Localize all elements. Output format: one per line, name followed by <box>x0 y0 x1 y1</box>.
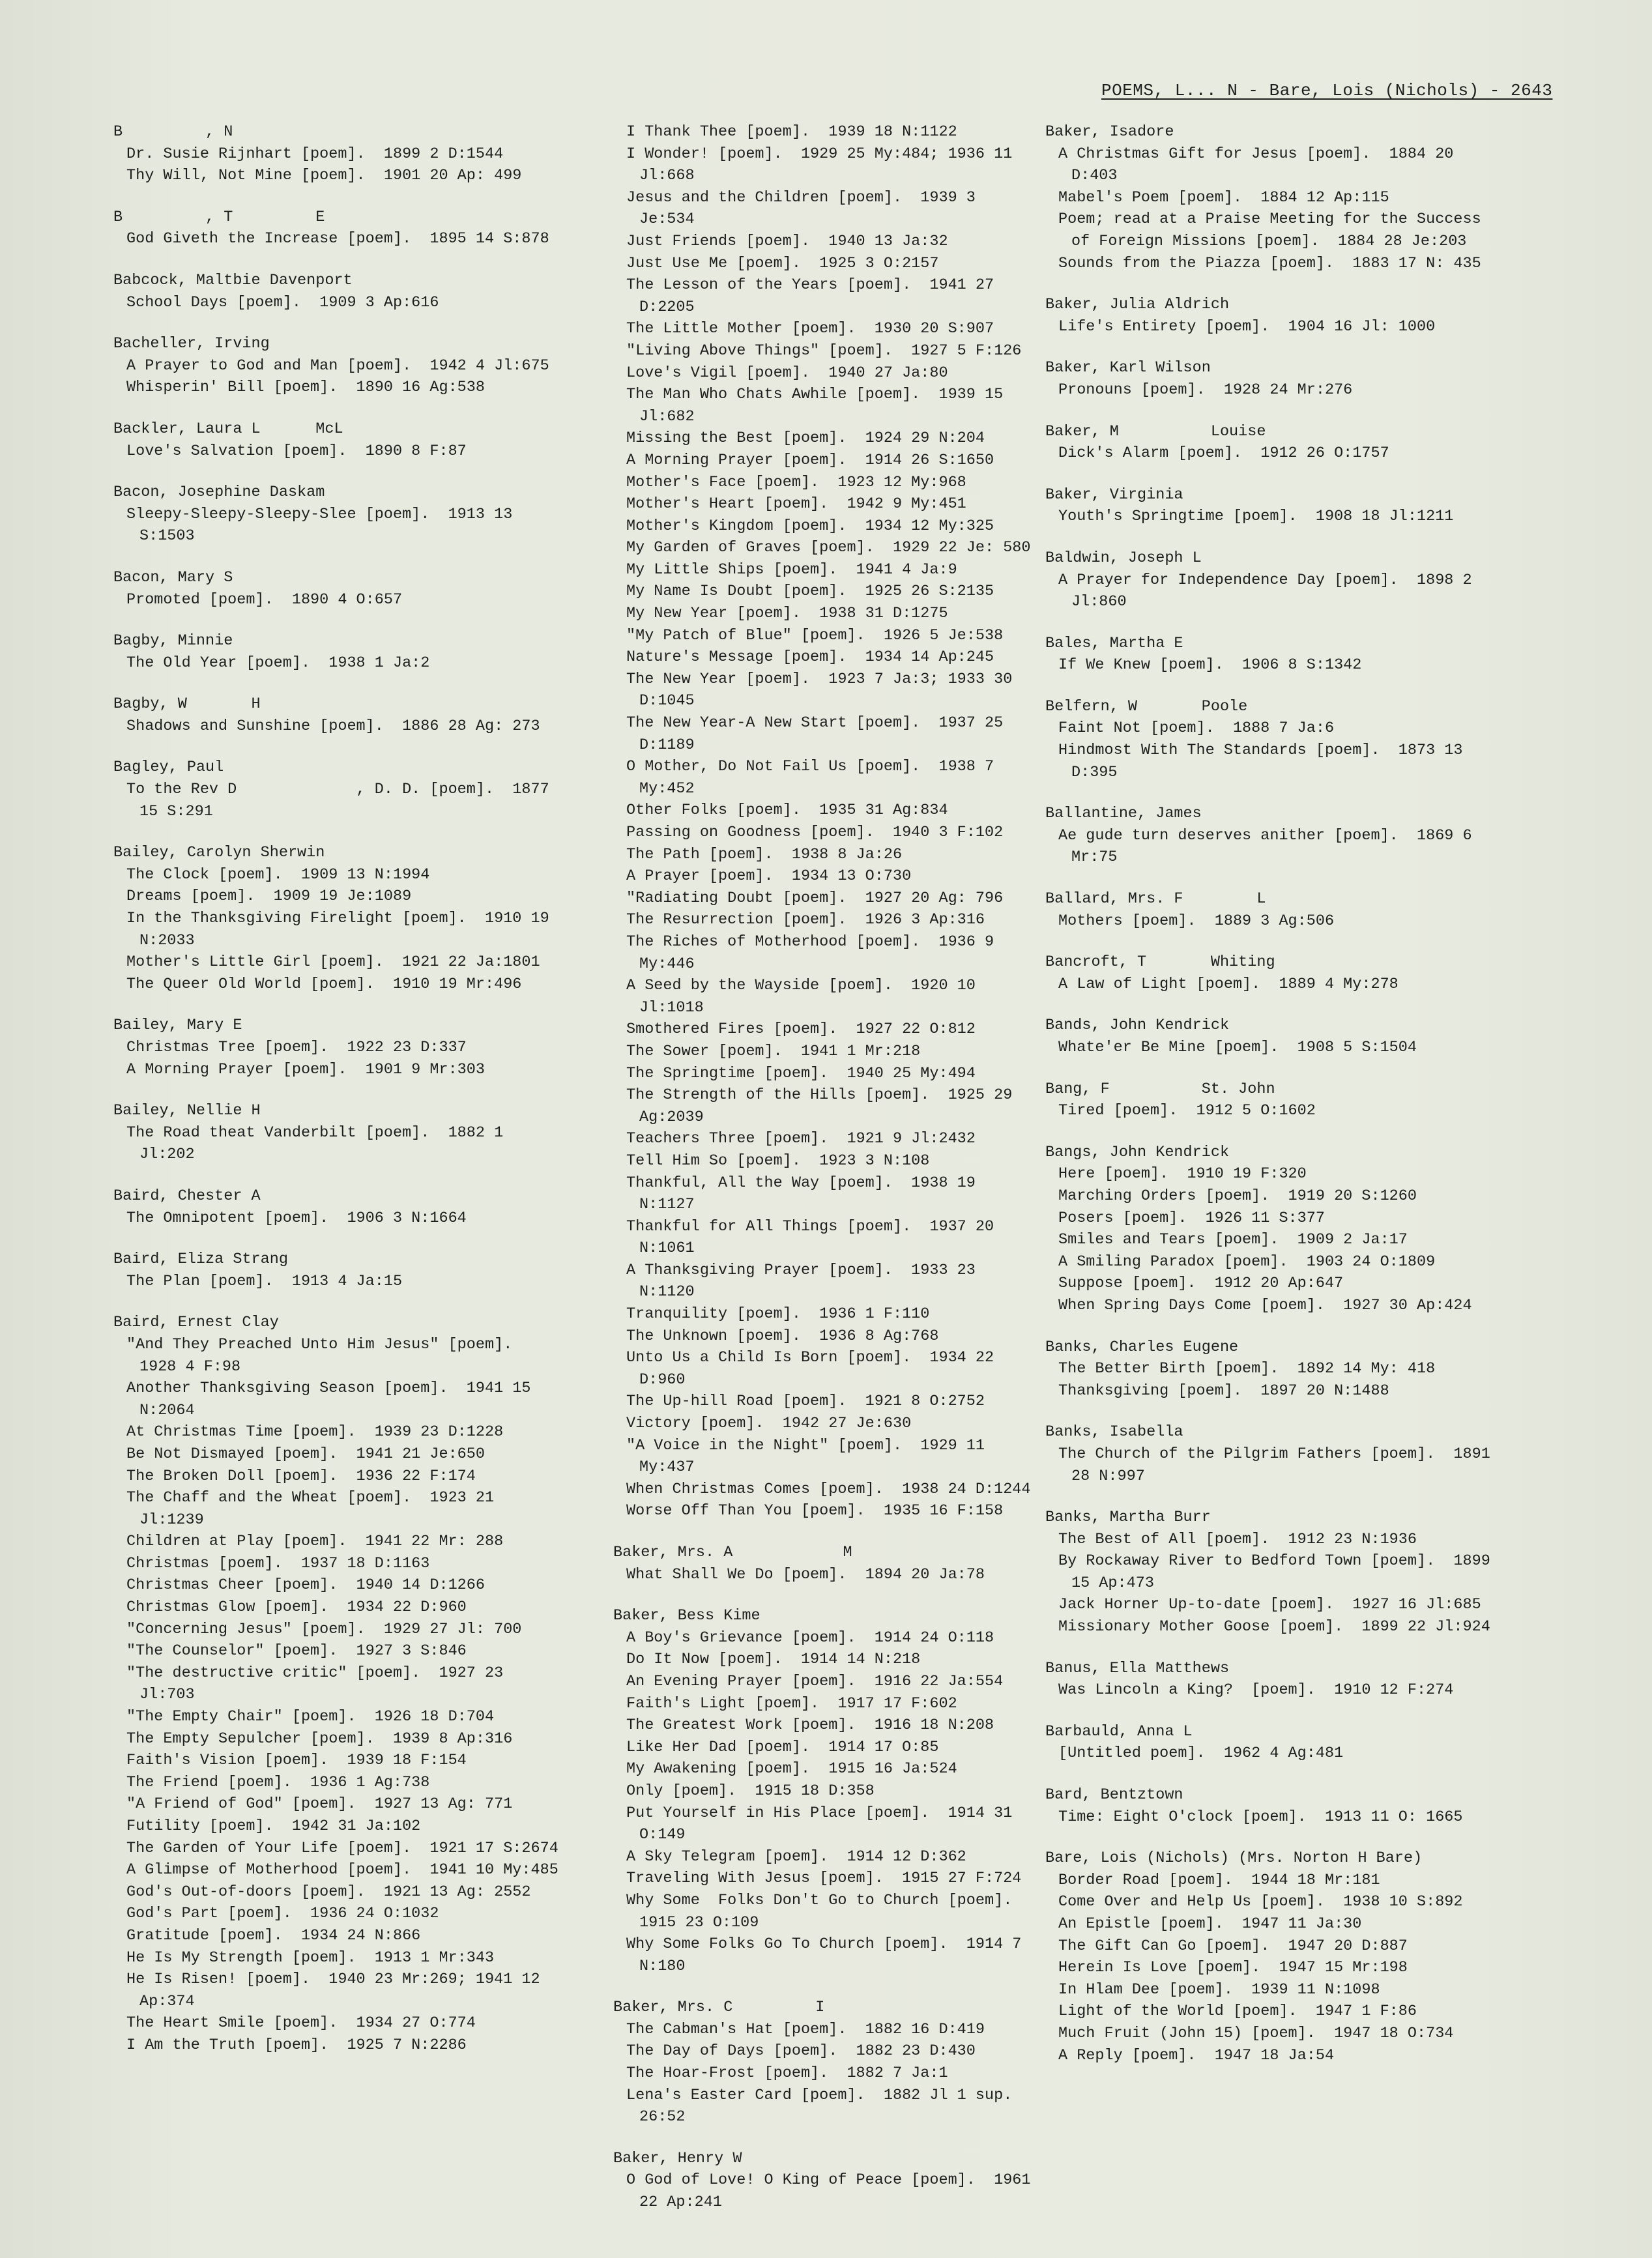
work-citation: The Day of Days [poem]. 1882 23 D:430 <box>626 2042 976 2061</box>
works-list <box>1041 1100 1498 1122</box>
work-citation: Marching Orders [poem]. 1919 20 S:1260 <box>1058 1187 1417 1205</box>
work-citation: The Lesson of the Years [poem]. 1941 27 D:2205 <box>626 276 1004 316</box>
index-entry <box>109 270 566 313</box>
work-citation: The Strength of the Hills [poem]. 1925 29 Ag:2039 <box>626 1086 1022 1126</box>
work-citation: Love's Vigil [poem]. 1940 27 Ja:80 <box>626 364 948 382</box>
work-citation: A Sky Telegram [poem]. 1914 12 D:362 <box>626 1847 966 1866</box>
index-entry <box>109 630 566 674</box>
work-citation: The Omnipotent [poem]. 1906 3 N:1664 <box>126 1209 467 1227</box>
author-name: Bancroft, T Whiting <box>1045 953 1275 972</box>
work-citation: An Epistle [poem]. 1947 11 Ja:30 <box>1058 1915 1362 1933</box>
index-entry <box>1041 357 1498 401</box>
work-citation: A Glimpse of Motherhood [poem]. 1941 10 My:485 <box>126 1861 558 1879</box>
index-entry <box>1041 121 1498 274</box>
works-list <box>1041 442 1498 465</box>
work-citation: At Christmas Time [poem]. 1939 23 D:1228 <box>126 1423 504 1441</box>
work-citation: Worse Off Than You [poem]. 1935 16 F:158 <box>626 1502 1004 1520</box>
works-list <box>109 779 566 822</box>
work-citation: Christmas [poem]. 1937 18 D:1163 <box>126 1554 430 1572</box>
author-name: Baird, Chester A <box>113 1187 261 1205</box>
work-citation: A Law of Light [poem]. 1889 4 My:278 <box>1058 975 1398 993</box>
works-list <box>1041 1806 1498 1829</box>
work-citation: The Road theat Vanderbilt [poem]. 1882 1 Jl:202 <box>126 1123 513 1164</box>
work-citation: O Mother, Do Not Fail Us [poem]. 1938 7 My:452 <box>626 758 1004 798</box>
author-name: Bailey, Carolyn Sherwin <box>113 844 325 862</box>
index-entry <box>609 1542 1036 1585</box>
author-name: Baker, Virginia <box>1045 485 1183 504</box>
work-citation: Mabel's Poem [poem]. 1884 12 Ap:115 <box>1058 188 1389 207</box>
works-list <box>109 292 566 314</box>
author-name: Bacon, Mary S <box>113 568 233 586</box>
index-entry <box>109 1312 566 2056</box>
work-citation: The Plan [poem]. 1913 4 Ja:15 <box>126 1272 403 1290</box>
index-entry <box>109 1100 566 1166</box>
work-citation: A Seed by the Wayside [poem]. 1920 10 Jl:1018 <box>626 977 985 1017</box>
work-citation: The Little Mother [poem]. 1930 20 S:907 <box>626 320 994 338</box>
index-entry <box>109 1249 566 1292</box>
work-citation: I Thank Thee [poem]. 1939 18 N:1122 <box>626 123 957 141</box>
work-citation: "And They Preached Unto Him Jesus" [poem]. 1928 4 F:98 <box>126 1335 531 1376</box>
works-list <box>109 441 566 463</box>
author-name: Backler, Laura L McL <box>113 420 343 438</box>
author-name: Bales, Martha E <box>1045 634 1183 652</box>
work-citation: Come Over and Help Us [poem]. 1938 10 S:892 <box>1058 1893 1463 1911</box>
work-citation: The Broken Doll [poem]. 1936 22 F:174 <box>126 1467 476 1485</box>
work-citation: Shadows and Sunshine [poem]. 1886 28 Ag: 273 <box>126 717 540 735</box>
author-name: Bailey, Nellie H <box>113 1102 261 1120</box>
work-citation: Dr. Susie Rijnhart [poem]. 1899 2 D:1544 <box>126 145 504 163</box>
work-citation: Like Her Dad [poem]. 1914 17 O:85 <box>626 1738 939 1756</box>
work-citation: The Chaff and the Wheat [poem]. 1923 21 Jl:1239 <box>126 1489 504 1529</box>
author-name: Ballard, Mrs. F L <box>1045 890 1266 908</box>
column-2 <box>609 121 1040 2233</box>
work-citation: The Cabman's Hat [poem]. 1882 16 D:419 <box>626 2020 985 2038</box>
work-citation: Mother's Heart [poem]. 1942 9 My:451 <box>626 495 966 514</box>
works-list <box>109 1334 566 2057</box>
column-3 <box>1041 121 1498 2086</box>
index-entry <box>609 2148 1040 2214</box>
work-citation: "The Empty Chair" [poem]. 1926 18 D:704 <box>126 1708 495 1726</box>
work-citation: Missing the Best [poem]. 1924 29 N:204 <box>626 429 985 448</box>
index-entry <box>609 121 1036 1522</box>
work-citation: Thankful for All Things [poem]. 1937 20 N:1061 <box>626 1217 1004 1258</box>
work-citation: God Giveth the Increase [poem]. 1895 14 S:878 <box>126 230 549 248</box>
work-citation: Life's Entirety [poem]. 1904 16 Jl: 1000 <box>1058 317 1436 336</box>
author-name: Baker, Bess Kime <box>613 1607 761 1625</box>
author-name: Bagby, W H <box>113 695 261 714</box>
index-entry <box>609 1997 1036 2128</box>
work-citation: Be Not Dismayed [poem]. 1941 21 Je:650 <box>126 1445 485 1463</box>
work-citation: In the Thanksgiving Firelight [poem]. 1910 19 N:2033 <box>126 910 558 949</box>
work-citation: Thanksgiving [poem]. 1897 20 N:1488 <box>1058 1382 1389 1400</box>
work-citation: The New Year-A New Start [poem]. 1937 25 D:1189 <box>626 714 1013 754</box>
work-citation: Children at Play [poem]. 1941 22 Mr: 288 <box>126 1533 504 1551</box>
work-citation: Hindmost With The Standards [poem]. 1873 13 D:395 <box>1058 742 1472 781</box>
work-citation: "A Friend of God" [poem]. 1927 13 Ag: 771 <box>126 1795 513 1814</box>
work-citation: My Little Ships [poem]. 1941 4 Ja:9 <box>626 560 957 579</box>
author-name: Baker, Julia Aldrich <box>1045 296 1230 314</box>
work-citation: Faith's Light [poem]. 1917 17 F:602 <box>626 1694 957 1713</box>
work-citation: The Empty Sepulcher [poem]. 1939 8 Ap:316 <box>126 1730 513 1748</box>
work-citation: The Heart Smile [poem]. 1934 27 O:774 <box>126 2014 476 2033</box>
work-citation: Victory [poem]. 1942 27 Je:630 <box>626 1415 912 1433</box>
index-entry <box>1041 547 1498 613</box>
work-citation: My Name Is Doubt [poem]. 1925 26 S:2135 <box>626 583 994 601</box>
work-citation: Border Road [poem]. 1944 18 Mr:181 <box>1058 1871 1380 1889</box>
author-name: Banks, Charles Eugene <box>1045 1338 1239 1356</box>
work-citation: Tranquility [poem]. 1936 1 F:110 <box>626 1305 930 1324</box>
work-citation: Jack Horner Up-to-date [poem]. 1927 16 Jl:685 <box>1058 1596 1481 1614</box>
works-list <box>609 1564 1036 1586</box>
work-citation: The Queer Old World [poem]. 1910 19 Mr:496 <box>126 975 522 993</box>
work-citation: Posers [poem]. 1926 11 S:377 <box>1058 1209 1325 1227</box>
work-citation: Whisperin' Bill [poem]. 1890 16 Ag:538 <box>126 379 485 397</box>
work-citation: The Riches of Motherhood [poem]. 1936 9 My:446 <box>626 933 1004 973</box>
author-name: Baker, Henry W <box>613 2149 742 2167</box>
work-citation: "My Patch of Blue" [poem]. 1926 5 Je:538 <box>626 626 1004 644</box>
work-citation: A Christmas Gift for Jesus [poem]. 1884 20 D:403 <box>1058 145 1463 185</box>
index-entry <box>1041 1142 1498 1317</box>
work-citation: Tell Him So [poem]. 1923 3 N:108 <box>626 1151 930 1170</box>
work-citation: "Living Above Things" [poem]. 1927 5 F:126 <box>626 341 1022 360</box>
index-entry <box>1041 294 1498 338</box>
work-citation: Love's Salvation [poem]. 1890 8 F:87 <box>126 442 467 460</box>
author-name: Ballantine, James <box>1045 805 1202 823</box>
index-entry <box>1041 951 1498 995</box>
running-header: POEMS, L... N - Bare, Lois (Nichols) - 2643 <box>1101 81 1553 100</box>
work-citation: A Thanksgiving Prayer [poem]. 1933 23 N:1120 <box>626 1261 985 1301</box>
author-name: Bare, Lois (Nichols) (Mrs. Norton H Bare) <box>1045 1849 1423 1868</box>
work-citation: The Better Birth [poem]. 1892 14 My: 418 <box>1058 1360 1436 1378</box>
works-list <box>609 121 1036 1522</box>
work-citation: Missionary Mother Goose [poem]. 1899 22 Jl:924 <box>1058 1618 1490 1636</box>
index-entry <box>1041 633 1498 676</box>
work-citation: Put Yourself in His Place [poem]. 1914 31 O:149 <box>626 1804 1022 1844</box>
works-list <box>609 2169 1040 2213</box>
index-entry <box>1041 888 1498 932</box>
work-citation: Whate'er Be Mine [poem]. 1908 5 S:1504 <box>1058 1039 1417 1056</box>
work-citation: [Untitled poem]. 1962 4 Ag:481 <box>1058 1744 1344 1763</box>
work-citation: "The destructive critic" [poem]. 1927 23 Jl:703 <box>126 1664 513 1704</box>
author-name: Banks, Martha Burr <box>1045 1509 1211 1527</box>
works-list <box>1041 974 1498 996</box>
work-citation: Mother's Kingdom [poem]. 1934 12 My:325 <box>626 517 994 535</box>
author-name: Bangs, John Kendrick <box>1045 1143 1230 1161</box>
index-entry <box>109 1015 566 1080</box>
index-entry <box>109 567 566 611</box>
work-citation: The New Year [poem]. 1923 7 Ja:3; 1933 30 D:1045 <box>626 670 1022 710</box>
index-entry <box>109 842 566 995</box>
works-list <box>1041 1163 1498 1316</box>
author-name: Barbauld, Anna L <box>1045 1722 1193 1741</box>
work-citation: To the Rev D , D. D. [poem]. 1877 15 S:291 <box>126 781 558 820</box>
work-citation: The Path [poem]. 1938 8 Ja:26 <box>626 845 903 863</box>
work-citation: The Resurrection [poem]. 1926 3 Ap:316 <box>626 911 985 929</box>
index-entry <box>109 418 566 462</box>
author-name: Baldwin, Joseph L <box>1045 549 1202 567</box>
index-entry <box>1041 484 1498 528</box>
work-citation: I Am the Truth [poem]. 1925 7 N:2286 <box>126 2036 467 2054</box>
work-citation: If We Knew [poem]. 1906 8 S:1342 <box>1058 656 1362 674</box>
author-name: Baker, Mrs. A M <box>613 1544 852 1561</box>
author-name: Babcock, Maltbie Davenport <box>113 271 353 289</box>
work-citation: Teachers Three [poem]. 1921 9 Jl:2432 <box>626 1130 976 1148</box>
index-entry <box>1041 696 1498 783</box>
works-list <box>109 1208 566 1230</box>
index-entry <box>1041 1078 1498 1122</box>
index-entry <box>1041 1507 1498 1638</box>
works-list <box>1041 143 1498 275</box>
work-citation: Why Some Folks Go To Church [poem]. 1914 7 N:180 <box>626 1935 1031 1975</box>
author-name: Baker, Isadore <box>1045 123 1174 141</box>
work-citation: A Morning Prayer [poem]. 1914 26 S:1650 <box>626 451 994 469</box>
work-citation: Christmas Tree [poem]. 1922 23 D:337 <box>126 1039 467 1056</box>
author-name: B , N <box>113 123 233 141</box>
works-list <box>1041 1870 1498 2066</box>
work-citation: Dreams [poem]. 1909 19 Je:1089 <box>126 888 412 906</box>
works-list <box>109 355 566 399</box>
index-entry <box>109 482 566 547</box>
author-name: Bailey, Mary E <box>113 1017 242 1035</box>
work-citation: Gratitude [poem]. 1934 24 N:866 <box>126 1926 421 1945</box>
index-entry <box>109 1185 566 1229</box>
works-list <box>1041 654 1498 676</box>
work-citation: He Is Risen! [poem]. 1940 23 Mr:269; 1941 12 Ap:374 <box>126 1971 549 2010</box>
work-citation: A Prayer [poem]. 1934 13 O:730 <box>626 867 912 886</box>
works-list <box>1041 1679 1498 1701</box>
work-citation: The Clock [poem]. 1909 13 N:1994 <box>126 865 430 884</box>
work-citation: Faith's Vision [poem]. 1939 18 F:154 <box>126 1752 467 1770</box>
index-entry <box>109 207 566 250</box>
works-list <box>1041 717 1498 783</box>
work-citation: Time: Eight O'clock [poem]. 1913 11 O: 1665 <box>1058 1808 1463 1826</box>
work-citation: God's Out-of-doors [poem]. 1921 13 Ag: 2552 <box>126 1883 531 1901</box>
index-entry <box>109 333 566 399</box>
work-citation: Light of the World [poem]. 1947 1 F:86 <box>1058 2003 1417 2021</box>
work-citation: Traveling With Jesus [poem]. 1915 27 F:724 <box>626 1870 1022 1888</box>
index-entry <box>1041 1421 1498 1487</box>
work-citation: The Hoar-Frost [poem]. 1882 7 Ja:1 <box>626 2064 948 2083</box>
work-citation: Was Lincoln a King? [poem]. 1910 12 F:274 <box>1058 1681 1454 1700</box>
work-citation: "Radiating Doubt [poem]. 1927 20 Ag: 796 <box>626 889 1004 907</box>
works-list <box>109 1037 566 1080</box>
author-name: Bagby, Minnie <box>113 632 233 650</box>
work-citation: School Days [poem]. 1909 3 Ap:616 <box>126 293 439 311</box>
works-list <box>109 652 566 674</box>
work-citation: The Friend [poem]. 1936 1 Ag:738 <box>126 1773 430 1791</box>
work-citation: Passing on Goodness [poem]. 1940 3 F:102 <box>626 824 1004 841</box>
works-list <box>1041 506 1498 528</box>
work-citation: The Best of All [poem]. 1912 23 N:1936 <box>1058 1530 1417 1548</box>
work-citation: Christmas Glow [poem]. 1934 22 D:960 <box>126 1599 467 1617</box>
work-citation: The Greatest Work [poem]. 1916 18 N:208 <box>626 1716 994 1735</box>
work-citation: Just Use Me [poem]. 1925 3 O:2157 <box>626 254 939 272</box>
work-citation: Pronouns [poem]. 1928 24 Mr:276 <box>1058 381 1353 399</box>
work-citation: The Man Who Chats Awhile [poem]. 1939 15 Jl:682 <box>626 386 1013 426</box>
index-entry <box>1041 421 1498 465</box>
work-citation: In Hlam Dee [poem]. 1939 11 N:1098 <box>1058 1980 1380 1999</box>
work-citation: My Garden of Graves [poem]. 1929 22 Je: 580 <box>626 539 1031 557</box>
author-name: Baker, Mrs. C I <box>613 1999 825 2017</box>
work-citation: Lena's Easter Card [poem]. 1882 Jl 1 sup. 26:52 <box>626 2086 1022 2126</box>
work-citation: Smiles and Tears [poem]. 1909 2 Ja:17 <box>1058 1231 1408 1249</box>
index-entry <box>1041 1721 1498 1765</box>
index-entry <box>1041 1337 1498 1402</box>
work-citation: Another Thanksgiving Season [poem]. 1941 15 N:2064 <box>126 1380 540 1419</box>
work-citation: "Concerning Jesus" [poem]. 1929 27 Jl: 700 <box>126 1620 522 1638</box>
works-list <box>1041 1443 1498 1487</box>
author-name: Bacheller, Irving <box>113 335 270 353</box>
work-citation: Here [poem]. 1910 19 F:320 <box>1058 1165 1307 1183</box>
works-list <box>1041 316 1498 338</box>
work-citation: A Smiling Paradox [poem]. 1903 24 O:1809 <box>1058 1252 1436 1271</box>
work-citation: God's Part [poem]. 1936 24 O:1032 <box>126 1905 439 1923</box>
works-list <box>1041 570 1498 613</box>
work-citation: A Prayer to God and Man [poem]. 1942 4 Jl:675 <box>126 356 549 375</box>
work-citation: Promoted [poem]. 1890 4 O:657 <box>126 590 403 609</box>
index-entry <box>1041 1658 1498 1701</box>
author-name: Baird, Eliza Strang <box>113 1251 288 1269</box>
work-citation: O God of Love! O King of Peace [poem]. 1961 22 Ap:241 <box>626 2171 1040 2212</box>
work-citation: Mothers [poem]. 1889 3 Ag:506 <box>1058 912 1335 930</box>
work-citation: Herein Is Love [poem]. 1947 15 Mr:198 <box>1058 1959 1408 1977</box>
work-citation: The Unknown [poem]. 1936 8 Ag:768 <box>626 1327 939 1345</box>
work-citation: Other Folks [poem]. 1935 31 Ag:834 <box>626 802 948 820</box>
works-list <box>109 143 566 187</box>
work-citation: By Rockaway River to Bedford Town [poem]. 1899 15 Ap:473 <box>1058 1552 1500 1592</box>
index-entry <box>1041 1015 1498 1058</box>
index-entry <box>609 1605 1036 1977</box>
author-name: Baird, Ernest Clay <box>113 1314 279 1332</box>
work-citation: What Shall We Do [poem]. 1894 20 Ja:78 <box>626 1565 985 1584</box>
author-name: Bacon, Josephine Daskam <box>113 484 325 502</box>
author-name: Belfern, W Poole <box>1045 697 1248 716</box>
work-citation: The Old Year [poem]. 1938 1 Ja:2 <box>126 654 430 672</box>
works-list <box>1041 1529 1498 1638</box>
works-list <box>609 1627 1036 1978</box>
works-list <box>109 864 566 996</box>
work-citation: Ae gude turn deserves anither [poem]. 1869 6 Mr:75 <box>1058 826 1481 867</box>
author-name: Banus, Ella Matthews <box>1045 1659 1230 1677</box>
work-citation: Thankful, All the Way [poem]. 1938 19 N:1127 <box>626 1174 985 1214</box>
work-citation: My Awakening [poem]. 1915 16 Ja:524 <box>626 1760 957 1778</box>
work-citation: A Reply [poem]. 1947 18 Ja:54 <box>1058 2046 1335 2064</box>
index-entry <box>109 693 566 737</box>
author-name: Bang, F St. John <box>1045 1080 1275 1098</box>
work-citation: Unto Us a Child Is Born [poem]. 1934 22 D:960 <box>626 1349 1004 1389</box>
work-citation: Do It Now [poem]. 1914 14 N:218 <box>626 1651 921 1669</box>
work-citation: Youth's Springtime [poem]. 1908 18 Jl:1211 <box>1058 508 1454 526</box>
work-citation: Poem; read at a Praise Meeting for the Success of Foreign Missions [poem]. 1884 28 Je:203 <box>1058 210 1490 250</box>
works-list <box>109 716 566 738</box>
column-1 <box>109 121 566 2076</box>
work-citation: When Spring Days Come [poem]. 1927 30 Ap:424 <box>1058 1296 1472 1314</box>
work-citation: Tired [poem]. 1912 5 O:1602 <box>1058 1102 1316 1120</box>
work-citation: When Christmas Comes [poem]. 1938 24 D:1244 <box>626 1480 1031 1498</box>
work-citation: Mother's Face [poem]. 1923 12 My:968 <box>626 473 966 491</box>
work-citation: "A Voice in the Night" [poem]. 1929 11 My:437 <box>626 1436 994 1477</box>
work-citation: Much Fruit (John 15) [poem]. 1947 18 O:734 <box>1058 2024 1454 2042</box>
work-citation: Faint Not [poem]. 1888 7 Ja:6 <box>1058 719 1335 738</box>
work-citation: Suppose [poem]. 1912 20 Ap:647 <box>1058 1275 1344 1293</box>
work-citation: The Up-hill Road [poem]. 1921 8 O:2752 <box>626 1393 985 1411</box>
author-name: Bagley, Paul <box>113 759 224 777</box>
index-entry <box>109 121 566 187</box>
work-citation: Mother's Little Girl [poem]. 1921 22 Ja:1801 <box>126 953 540 972</box>
work-citation: Dick's Alarm [poem]. 1912 26 O:1757 <box>1058 444 1389 463</box>
author-name: B , T E <box>113 208 325 226</box>
work-citation: Thy Will, Not Mine [poem]. 1901 20 Ap: 499 <box>126 167 522 185</box>
work-citation: Sounds from the Piazza [poem]. 1883 17 N: 435 <box>1058 254 1481 272</box>
work-citation: An Evening Prayer [poem]. 1916 22 Ja:554 <box>626 1672 1004 1690</box>
author-name: Baker, M Louise <box>1045 422 1266 441</box>
works-list <box>1041 379 1498 401</box>
work-citation: Just Friends [poem]. 1940 13 Ja:32 <box>626 232 948 250</box>
works-list <box>109 1122 566 1166</box>
work-citation: Jesus and the Children [poem]. 1939 3 Je:534 <box>626 188 985 229</box>
work-citation: Futility [poem]. 1942 31 Ja:102 <box>126 1817 421 1835</box>
author-name: Banks, Isabella <box>1045 1423 1183 1441</box>
works-list <box>109 504 566 547</box>
works-list <box>1041 910 1498 933</box>
index-entry <box>1041 1784 1498 1828</box>
works-list <box>109 1271 566 1293</box>
works-list <box>1041 1037 1498 1059</box>
work-citation: Christmas Cheer [poem]. 1940 14 D:1266 <box>126 1576 485 1595</box>
work-citation: Nature's Message [poem]. 1934 14 Ap:245 <box>626 648 994 667</box>
work-citation: My New Year [poem]. 1938 31 D:1275 <box>626 605 948 623</box>
work-citation: A Boy's Grievance [poem]. 1914 24 O:118 <box>626 1628 994 1647</box>
work-citation: I Wonder! [poem]. 1929 25 My:484; 1936 11 Jl:668 <box>626 145 1022 185</box>
work-citation: Sleepy-Sleepy-Sleepy-Slee [poem]. 1913 13 S:1503 <box>126 505 522 545</box>
work-citation: He Is My Strength [poem]. 1913 1 Mr:343 <box>126 1948 495 1967</box>
works-list <box>109 589 566 611</box>
author-name: Baker, Karl Wilson <box>1045 359 1211 377</box>
work-citation: A Prayer for Independence Day [poem]. 1898 2 Jl:860 <box>1058 571 1481 611</box>
work-citation: The Church of the Pilgrim Fathers [poem]. 1891 28 N:997 <box>1058 1445 1500 1485</box>
index-entry <box>109 757 566 822</box>
work-citation: Only [poem]. 1915 18 D:358 <box>626 1782 875 1800</box>
work-citation: A Morning Prayer [poem]. 1901 9 Mr:303 <box>126 1060 485 1078</box>
works-list <box>109 228 566 250</box>
works-list <box>609 2019 1036 2128</box>
works-list <box>1041 1358 1498 1402</box>
index-entry <box>1041 1847 1498 2066</box>
author-name: Bands, John Kendrick <box>1045 1017 1230 1035</box>
works-list <box>1041 825 1498 869</box>
works-list <box>1041 1743 1498 1765</box>
work-citation: The Garden of Your Life [poem]. 1921 17 S:2674 <box>126 1839 558 1857</box>
work-citation: The Springtime [poem]. 1940 25 My:494 <box>626 1064 976 1082</box>
work-citation: The Gift Can Go [poem]. 1947 20 D:887 <box>1058 1937 1408 1955</box>
work-citation: The Sower [poem]. 1941 1 Mr:218 <box>626 1042 921 1060</box>
work-citation: Why Some Folks Don't Go to Church [poem]. 1915 23 O:109 <box>626 1891 1031 1932</box>
work-citation: "The Counselor" [poem]. 1927 3 S:846 <box>126 1642 467 1660</box>
author-name: Bard, Bentztown <box>1045 1786 1183 1804</box>
index-entry <box>1041 803 1498 869</box>
work-citation: Smothered Fires [poem]. 1927 22 O:812 <box>626 1020 976 1039</box>
